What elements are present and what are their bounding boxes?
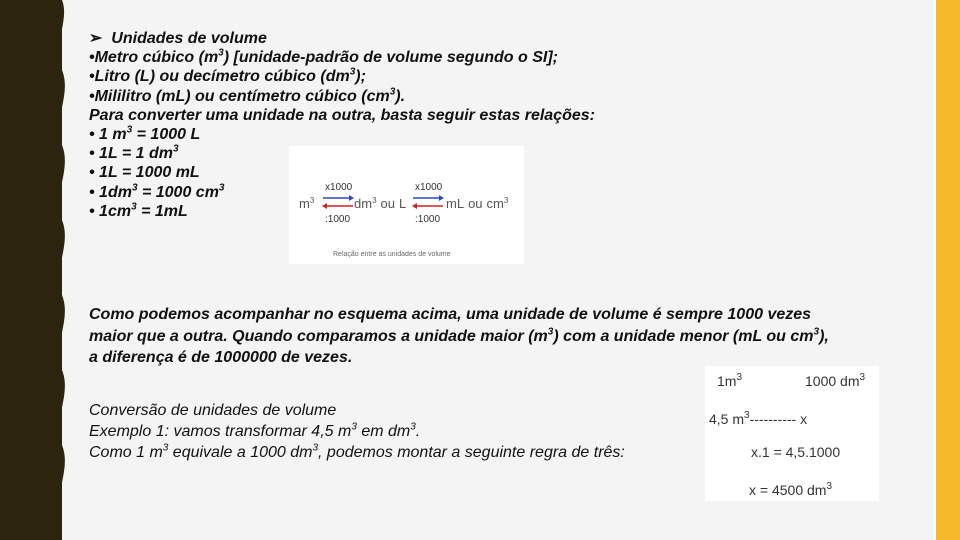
example-line-2: Como 1 $m^3$ equivale a 1000 $dm^3$, podemos montar a seguinte regra de três: [89,442,625,461]
explanation-paragraph: Como podemos acompanhar no esquema acima, uma unidade de volume é sempre 1000 vezes maior que a outra. Quando comparamos a unidade maior $(m^3)$ com a unidade menor (mL ou $cm^3$), a diferença é de 1000000 de vezes. [89,306,829,366]
left-wave-edge [40,0,80,540]
example-section [89,400,729,463]
relation-4: • $1dm^3 = 1000$ $cm^3$ [89,182,225,201]
calc-row-4: x = 4500 $dm^3$ [749,481,832,498]
diagram-caption: Relação entre as unidades de volume [333,251,451,258]
arrow-bullet-icon: ➢ [89,30,103,47]
unit-conversion-diagram [289,146,524,264]
calc-row-1-right: 1000 $dm^3$ [805,372,866,389]
example-line-1: Exemplo 1: vamos transformar 4,5 $m^3$ em $dm^3$. [89,421,421,440]
diagram-unit-m3: $m^3$ [299,196,315,211]
intro-text: Para converter uma unidade na outra, basta seguir estas relações: [89,106,595,124]
rule-of-three-calculation [705,366,879,501]
bullet-mililitro: •Mililitro (mL) ou centímetro cúbico $(cm^3)$. [89,86,406,105]
bullet-metro-cubico: •Metro cúbico $(m^3)$ [unidade-padrão de volume segundo o SI]; [89,47,558,67]
diagram-div-1: :1000 [325,214,351,225]
diagram-unit-ml: mL ou $cm^3$ [446,196,509,211]
relation-5: • $1cm^3 = 1mL$ [89,201,188,220]
heading: ➢ Unidades de volume [89,30,267,47]
bullet-litro: •Litro (L) ou decímetro cúbico $(dm^3)$; [89,67,366,86]
calc-row-3: x.1 = 4,5.1000 [751,444,841,460]
diagram-unit-dm3: $dm^3$ ou L [354,196,407,211]
relation-1: • 1 $m^3 = 1000$ L [89,124,201,144]
diagram-mult-1: x1000 [325,182,353,193]
diagram-mult-2: x1000 [415,182,443,193]
relation-2: • 1L = 1 $dm^3$ [89,143,179,163]
relation-3: • 1L = 1000 mL [89,164,200,182]
calc-row-2: 4,5 $m^3----------$ x [709,410,808,427]
diagram-arrows-2 [412,195,444,209]
right-decorative-band [936,0,960,540]
diagram-arrows-1 [322,195,354,209]
example-title: Conversão de unidades de volume [89,402,337,419]
calc-row-1-left: $1m^3$ [717,372,743,389]
diagram-div-2: :1000 [415,214,441,225]
